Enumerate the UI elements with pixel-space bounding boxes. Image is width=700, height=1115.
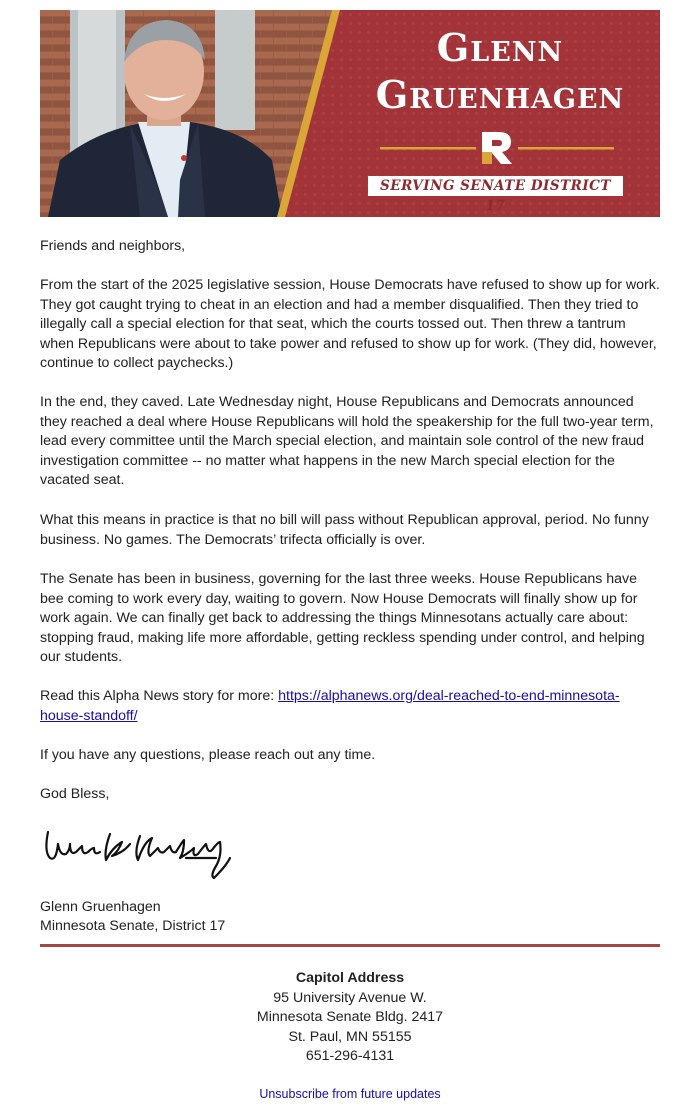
footer-divider bbox=[40, 944, 660, 947]
paragraph-3: What this means in practice is that no bill will pass without Republican approval, period. No funny business. No games. The Democrats’ trifecta officially is over. bbox=[40, 512, 649, 548]
banner-last-name: Gruenhagen bbox=[375, 72, 625, 117]
unsubscribe-link[interactable]: Unsubscribe from future updates bbox=[259, 1087, 441, 1101]
unsubscribe-container bbox=[0, 1087, 700, 1101]
questions-line: If you have any questions, please reach out any time. bbox=[40, 747, 376, 763]
footer-heading: Capitol Address bbox=[295, 970, 405, 986]
story-link[interactable]: https://alphanews.org/deal-reached-to-end-minnesota-house-standoff/ bbox=[40, 688, 620, 724]
header-banner bbox=[40, 10, 660, 217]
closing-line: God Bless, bbox=[40, 786, 110, 802]
story-paragraph bbox=[40, 687, 662, 726]
republican-logo-icon bbox=[477, 128, 515, 166]
paragraph-2: In the end, they caved. Late Wednesday night, House Republicans and Democrats announced they reached a deal where House Republicans will hold the speakership for the full two-year term, lead every committee until the March special election, and maintain sole control of the new fraud investigation committee -- no matter what happens in the new March special election for the vacated seat. bbox=[40, 394, 654, 489]
footer-city: St. Paul, MN 55155 bbox=[288, 1029, 412, 1045]
footer-street: 95 University Avenue W. bbox=[273, 990, 427, 1006]
signer-name: Glenn Gruenhagen bbox=[40, 899, 161, 915]
greeting: Friends and neighbors, bbox=[40, 238, 186, 254]
footer-phone: 651-296-4131 bbox=[305, 1048, 395, 1064]
footer-building: Minnesota Senate Bldg. 2417 bbox=[256, 1009, 444, 1025]
serving-district-label: SERVING SENATE DISTRICT 17 bbox=[368, 176, 623, 196]
story-intro: Read this Alpha News story for more: bbox=[40, 688, 279, 704]
signer-title: Minnesota Senate, District 17 bbox=[40, 918, 226, 934]
banner-first-name: Glenn bbox=[436, 25, 564, 70]
handwritten-signature bbox=[40, 822, 240, 884]
paragraph-1: From the start of the 2025 legislative session, House Democrats have refused to show up for work. They got caught trying to cheat in an election and had a member disqualified. Then they tried to illegally call a special election for that seat, which the courts tossed out. Then threw a tantrum when Republicans were about to take power and refused to show up for work. (They did, however, continue to collect paychecks.) bbox=[40, 277, 660, 372]
paragraph-4: The Senate has been in business, governing for the last three weeks. House Republicans have bee coming to work every day, waiting to govern. Now House Democrats will finally show up for work again. We can finally get back to addressing the things Minnesotans actually care about: stopping fraud, making life more affordable, getting reckless spending under control, and helping our students. bbox=[40, 571, 645, 666]
